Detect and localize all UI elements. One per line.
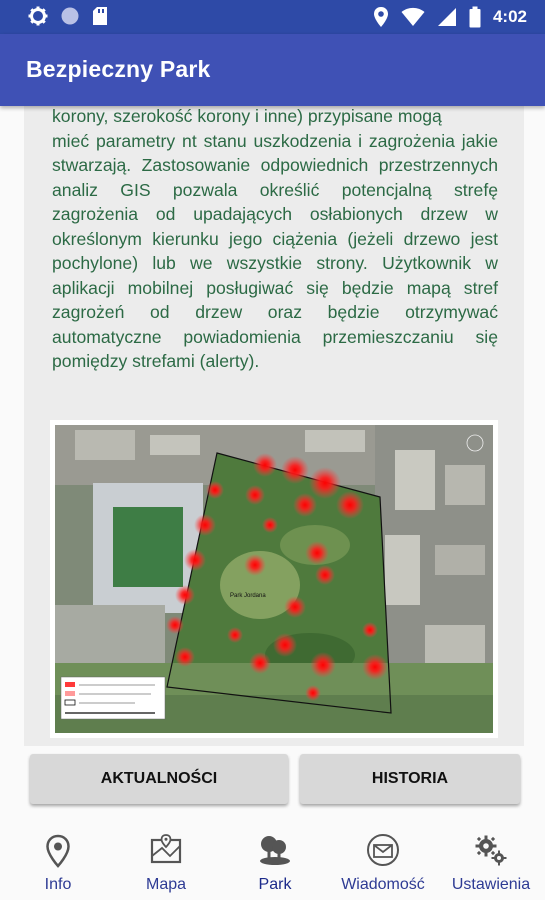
- content-scroll-area[interactable]: [24, 106, 524, 746]
- wifi-icon: [401, 7, 425, 27]
- bottom-navigation: [0, 826, 545, 900]
- park-map-graphic: [55, 425, 493, 733]
- gears-icon: [474, 834, 508, 866]
- map-park-label: Park Jordana: [230, 593, 266, 599]
- nav-label-wiadomosc: Wiadomość: [341, 876, 425, 893]
- map-legend: [61, 677, 165, 719]
- battery-icon: [469, 6, 481, 28]
- settings-icon: [28, 6, 48, 26]
- trees-icon: [258, 834, 292, 866]
- map-icon: [150, 834, 182, 864]
- sd-card-icon: [92, 6, 108, 26]
- nav-item-ustawienia[interactable]: [441, 826, 541, 900]
- nav-item-info[interactable]: [8, 826, 108, 900]
- location-icon: [373, 6, 389, 28]
- nav-label-mapa: Mapa: [145, 876, 187, 893]
- circle-icon: [60, 6, 80, 26]
- nav-label-ustawienia: Ustawienia: [451, 876, 531, 893]
- news-button[interactable]: AKTUALNOŚCI: [30, 754, 288, 804]
- app-title: Bezpieczny Park: [26, 56, 211, 82]
- signal-icon: [437, 7, 457, 27]
- location-pin-icon: [45, 834, 71, 868]
- history-button[interactable]: HISTORIA: [300, 754, 520, 804]
- app-bar: [0, 34, 545, 106]
- mail-icon: [366, 834, 400, 866]
- nav-item-park[interactable]: [225, 826, 325, 900]
- article-cut-line: korony, szerokość korony i inne) przypisane mogą: [52, 106, 442, 126]
- nav-item-wiadomosc[interactable]: [333, 826, 433, 900]
- article-text: [52, 106, 498, 374]
- status-time: 4:02: [492, 7, 527, 26]
- nav-label-park: Park: [258, 876, 292, 893]
- nav-item-mapa[interactable]: [116, 826, 216, 900]
- nav-label-info: Info: [44, 876, 72, 893]
- park-map-image: [50, 420, 498, 738]
- article-body: mieć parametry nt stanu uszkodzenia i zagrożenia jakie stwarzają. Zastosowanie odpowiednich przestrzennych analiz GIS pozwala określić potencjalną strefę zagrożenia od upadających osłabionych drzew w określonym kierunku jego ciążenia (jeżeli drzewo jest pochylone) lub we wszystkie strony. Użytkownik w aplikacji mobilnej posługiwać się będzie mapą stref zagrożeń od drzew oraz będzie otrzymywać automatyczne powiadomienia przemieszczaniu się pomiędzy strefami (alerty).: [52, 130, 498, 371]
- status-bar: [0, 0, 545, 34]
